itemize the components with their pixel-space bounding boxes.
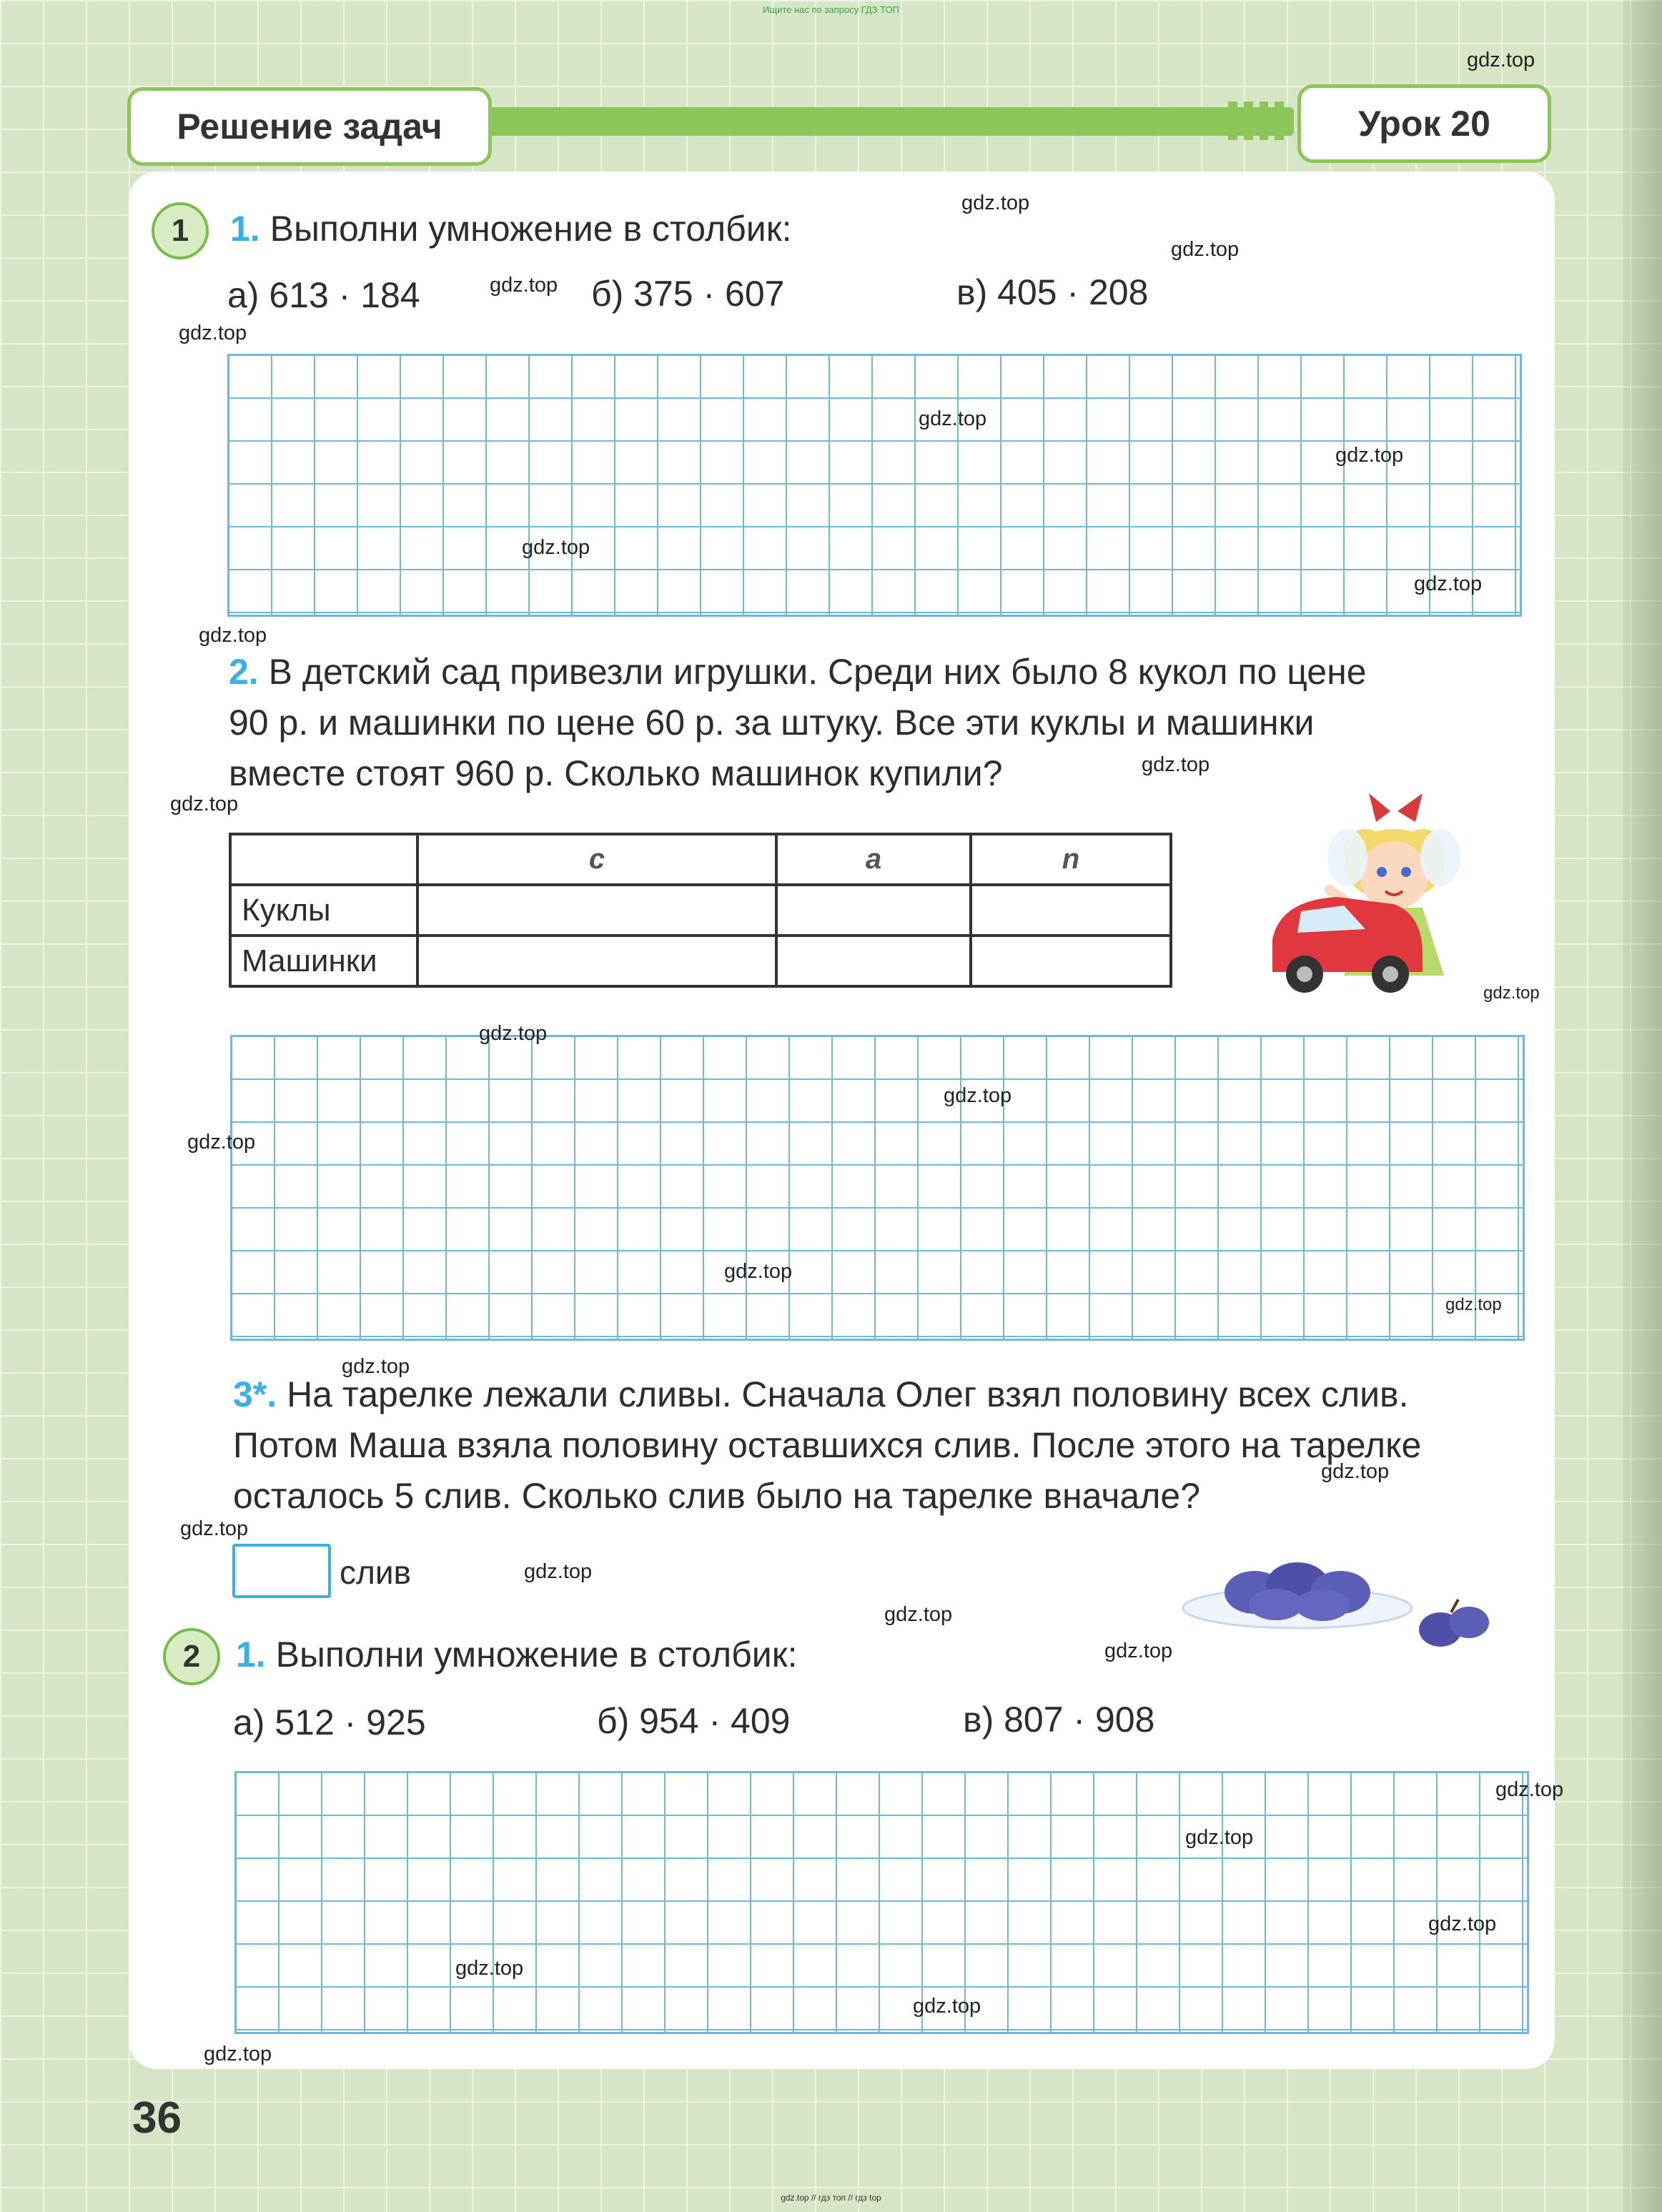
table-header-c: c: [417, 834, 776, 885]
watermark: gdz.top: [187, 1131, 256, 1154]
watermark: gdz.top: [342, 1355, 410, 1378]
expression-a: а) 512 · 925: [233, 1702, 426, 1742]
page-number: 36: [132, 2093, 182, 2143]
expression-c: в) 807 · 908: [963, 1700, 1155, 1740]
watermark: gdz.top: [919, 407, 987, 430]
row-label-cars: Машинки: [230, 936, 417, 986]
lesson-label: Урок 20: [1297, 84, 1551, 163]
task-text: В детский сад привезли игрушки. Среди них было 8 кукол по цене: [268, 652, 1367, 692]
answer-grid-2[interactable]: [230, 1035, 1525, 1341]
top-note: Ищите нас по запросу ГДЗ ТОП: [763, 4, 899, 15]
header-stripes: [1228, 101, 1284, 140]
watermark: gdz.top: [1495, 1778, 1564, 1801]
task-text: Выполни умножение в столбик:: [275, 1635, 798, 1675]
watermark: gdz.top: [1428, 1913, 1497, 1935]
watermark: gdz.top: [522, 536, 590, 559]
task-3-line-2: Потом Маша взяла половину оставшихся слив. После этого на тарелке: [233, 1425, 1422, 1465]
expression-a: а) 613 · 184: [227, 275, 420, 315]
answer-grid-3[interactable]: [234, 1771, 1529, 2034]
task-number: 1.: [230, 209, 260, 249]
table-row: [230, 936, 1171, 986]
watermark: gdz.top: [944, 1084, 1012, 1107]
bottom-note: gdz.top // гдз топ // гдз top: [781, 2193, 881, 2203]
watermark: gdz.top: [1185, 1826, 1254, 1849]
watermark: gdz.top: [1467, 49, 1535, 71]
table-header-n: n: [971, 834, 1171, 885]
watermark: gdz.top: [1483, 983, 1540, 1003]
watermark: gdz.top: [179, 322, 247, 344]
task-3-line-3: осталось 5 слив. Сколько слив было на тарелке вначале?: [233, 1476, 1201, 1516]
table-cell[interactable]: [971, 936, 1171, 986]
answer-box[interactable]: [232, 1544, 331, 1598]
header-bar: [472, 107, 1294, 136]
section-2-badge: 2: [163, 1628, 220, 1685]
task-number: 1.: [236, 1635, 266, 1675]
watermark: gdz.top: [204, 2043, 272, 2065]
row-label-dolls: Куклы: [230, 885, 417, 936]
section-title: Решение задач: [127, 87, 492, 166]
watermark: gdz.top: [170, 793, 239, 815]
table-cell[interactable]: [776, 885, 971, 936]
table-header-row: [230, 834, 1171, 885]
watermark: gdz.top: [1335, 444, 1404, 467]
watermark: gdz.top: [1142, 753, 1210, 776]
table-cell[interactable]: [776, 936, 971, 986]
task-2-line-1: [229, 647, 1367, 698]
watermark: gdz.top: [490, 274, 558, 297]
section-1-badge: 1: [152, 202, 209, 259]
table-cell: [230, 834, 417, 885]
doll-and-car-illustration: [1244, 783, 1530, 1011]
watermark: gdz.top: [199, 624, 267, 647]
watermark: gdz.top: [455, 1957, 524, 1980]
page-spine-shadow: [1623, 0, 1662, 2212]
task-2-line-2: 90 р. и машинки по цене 60 р. за штуку. Все эти куклы и машинки: [229, 703, 1315, 743]
task-2-1-heading: [236, 1630, 797, 1680]
answer-grid-1[interactable]: [227, 354, 1522, 617]
task-number: 2.: [229, 652, 259, 692]
expression-b: б) 954 · 409: [597, 1701, 791, 1741]
task-1-1-heading: [230, 204, 791, 254]
watermark: gdz.top: [180, 1517, 249, 1540]
expression-c: в) 405 · 208: [956, 272, 1149, 312]
table-cell[interactable]: [971, 885, 1171, 936]
task-text: На тарелке лежали сливы. Сначала Олег взял половину всех слив.: [287, 1374, 1409, 1414]
watermark: gdz.top: [1445, 1295, 1502, 1314]
data-table: [229, 833, 1172, 988]
watermark: gdz.top: [1414, 572, 1483, 595]
task-number: 3*.: [233, 1374, 277, 1414]
answer-unit: слив: [340, 1554, 411, 1591]
table-header-a: a: [776, 834, 971, 885]
watermark: gdz.top: [884, 1603, 953, 1626]
watermark: gdz.top: [1321, 1460, 1390, 1483]
table-row: [230, 885, 1171, 936]
watermark: gdz.top: [479, 1022, 548, 1045]
watermark: gdz.top: [1104, 1640, 1173, 1662]
plums-plate-illustration: [1176, 1544, 1519, 1651]
watermark: gdz.top: [961, 192, 1030, 214]
watermark: gdz.top: [1171, 238, 1240, 261]
task-2-line-3: вместе стоят 960 р. Сколько машинок купили?: [229, 753, 1003, 793]
watermark: gdz.top: [724, 1260, 793, 1283]
table-cell[interactable]: [417, 885, 776, 936]
task-text: Выполни умножение в столбик:: [269, 209, 792, 249]
expression-b: б) 375 · 607: [591, 274, 785, 314]
watermark: gdz.top: [913, 1995, 981, 2018]
watermark: gdz.top: [524, 1560, 593, 1583]
table-cell[interactable]: [417, 936, 776, 986]
